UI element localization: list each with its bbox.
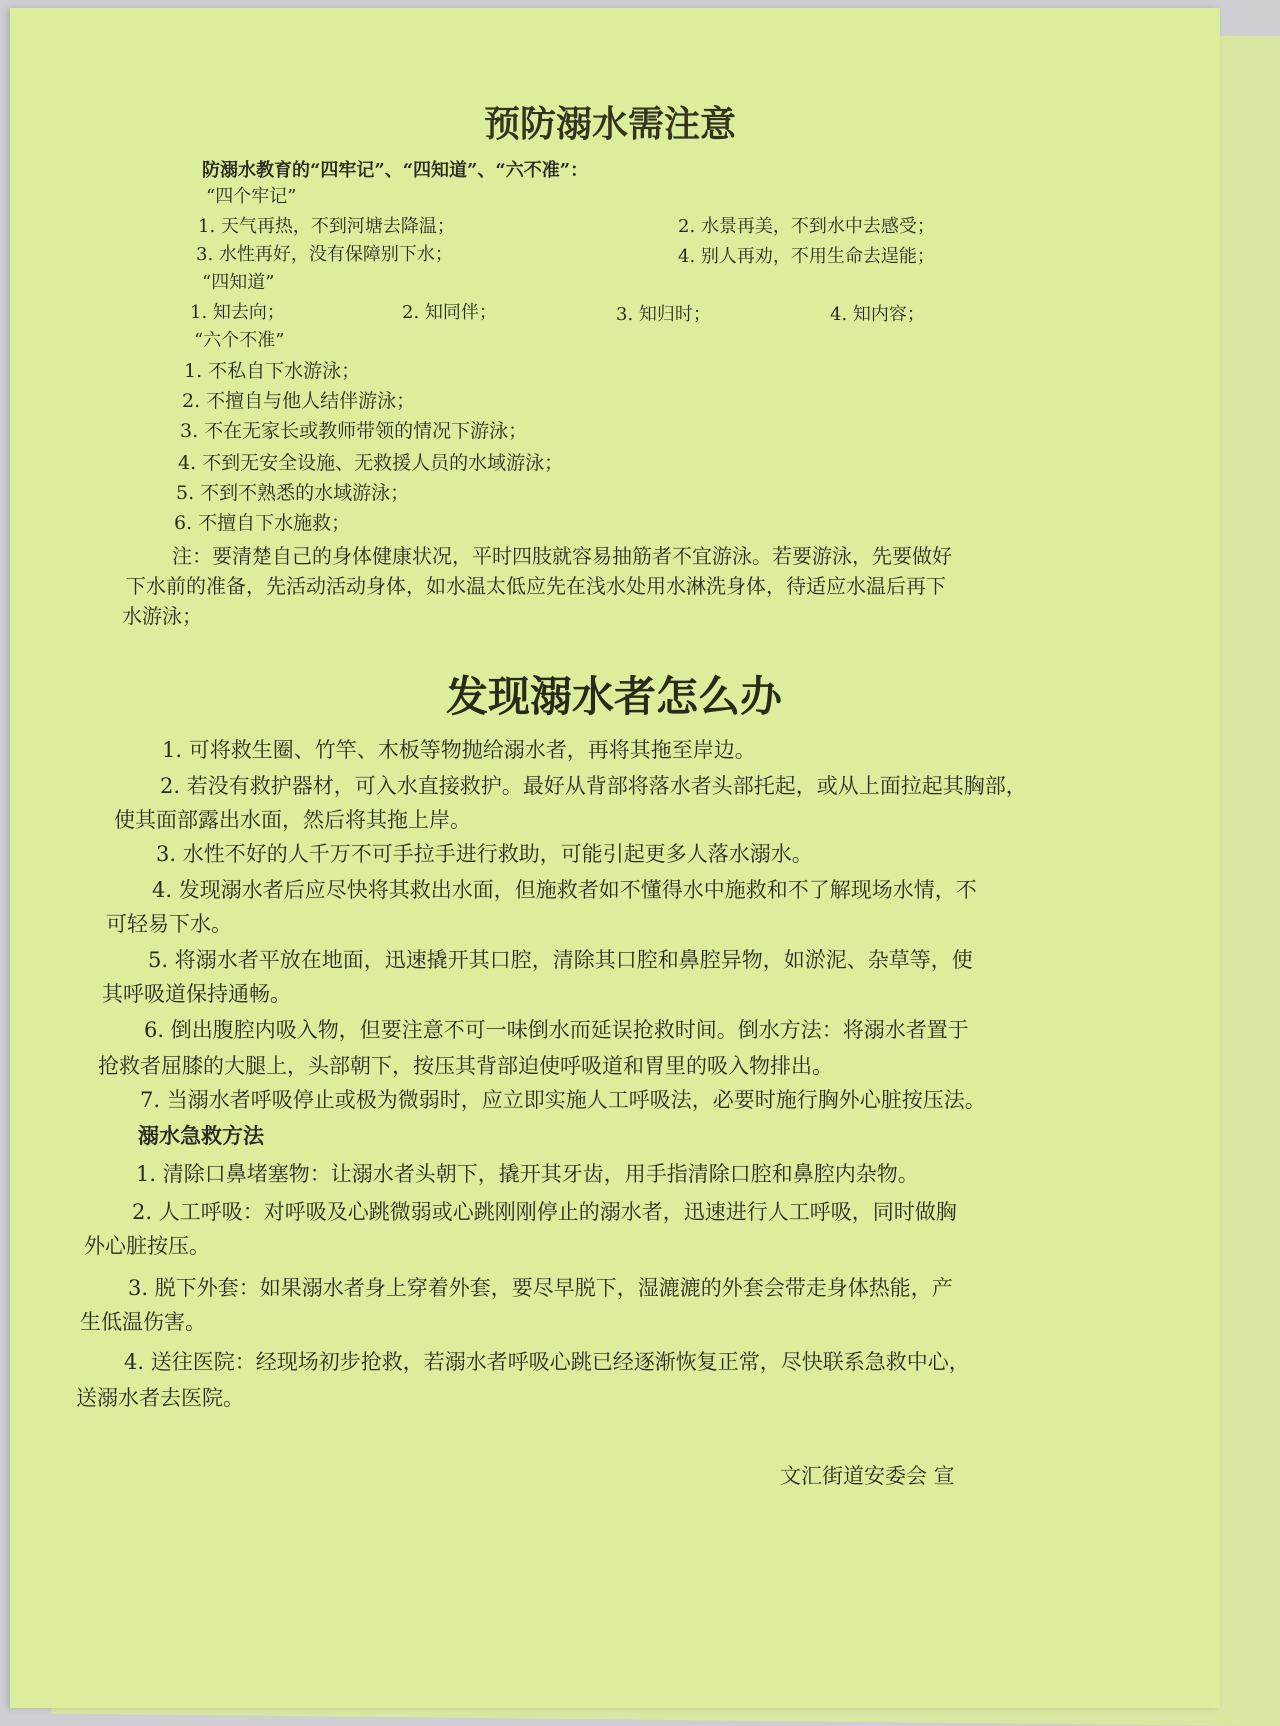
six-not-item: 5. 不到不熟悉的水域游泳； xyxy=(176,482,410,504)
six-not-item: 1. 不私自下水游泳； xyxy=(184,360,361,382)
rescue-line: 4. 发现溺水者后应尽快将其救出水面，但施救者如不懂得水中施救和不了解现场水情，不 xyxy=(152,878,977,902)
first-aid-heading: 溺水急救方法 xyxy=(138,1123,264,1148)
know-item: 3. 知归时； xyxy=(616,304,711,325)
know-item: 4. 知内容； xyxy=(830,304,925,325)
first-aid-line: 1. 清除口鼻堵塞物：让溺水者头朝下，撬开其牙齿，用手指清除口腔和鼻腔内杂物。 xyxy=(136,1162,919,1186)
rescue-line: 1. 可将救生圈、竹竿、木板等物抛给溺水者，再将其拖至岸边。 xyxy=(162,738,756,762)
first-aid-line: 外心脏按压。 xyxy=(84,1234,210,1258)
note-line: 水游泳； xyxy=(122,604,202,628)
first-aid-line: 生低温伤害。 xyxy=(80,1310,206,1334)
first-aid-line: 2. 人工呼吸：对呼吸及心跳微弱或心跳刚刚停止的溺水者，迅速进行人工呼吸，同时做胸 xyxy=(132,1200,957,1224)
title-found-drowning: 发现溺水者怎么办 xyxy=(446,672,783,721)
remember-item: 4. 别人再劝，不用生命去逞能； xyxy=(678,246,935,267)
note-line: 下水前的准备，先活动活动身体，如水温太低应先在浅水处用水淋洗身体，待适应水温后再下 xyxy=(126,574,946,598)
first-aid-line: 3. 脱下外套：如果溺水者身上穿着外套，要尽早脱下，湿漉漉的外套会带走身体热能，产 xyxy=(128,1276,953,1300)
know-item: 1. 知去向； xyxy=(190,302,285,323)
six-not-item: 4. 不到无安全设施、无救援人员的水域游泳； xyxy=(178,452,564,474)
rescue-line: 6. 倒出腹腔内吸入物，但要注意不可一味倒水而延误抢救时间。倒水方法：将溺水者置于 xyxy=(144,1018,969,1042)
first-aid-line: 送溺水者去医院。 xyxy=(76,1386,244,1410)
six-not-item: 2. 不擅自与他人结伴游泳； xyxy=(182,390,416,412)
six-not-heading: “六个不准” xyxy=(194,330,285,351)
remember-item: 3. 水性再好，没有保障别下水； xyxy=(196,244,453,265)
title-prevent-drowning: 预防溺水需注意 xyxy=(484,103,737,145)
six-not-item: 6. 不擅自下水施救； xyxy=(174,512,351,534)
signature: 文汇街道安委会 宣 xyxy=(780,1464,955,1488)
intro-line: 防溺水教育的“四牢记”、“四知道”、“六不准”： xyxy=(202,160,589,181)
note-line: 注：要清楚自己的身体健康状况，平时四肢就容易抽筋者不宜游泳。若要游泳，先要做好 xyxy=(172,544,952,568)
remember-item: 2. 水景再美，不到水中去感受； xyxy=(678,216,935,237)
remember-item: 1. 天气再热，不到河塘去降温； xyxy=(198,216,455,237)
rescue-line: 可轻易下水。 xyxy=(106,912,232,936)
rescue-line: 2. 若没有救护器材，可入水直接救护。最好从背部将落水者头部托起，或从上面拉起其胸部， xyxy=(160,774,1027,798)
six-not-item: 3. 不在无家长或教师带领的情况下游泳； xyxy=(180,420,528,442)
poster-sheet xyxy=(10,8,1220,1708)
rescue-line: 3. 水性不好的人千万不可手拉手进行救助，可能引起更多人落水溺水。 xyxy=(156,842,813,866)
four-remember-heading: “四个牢记” xyxy=(206,186,297,207)
rescue-line: 7. 当溺水者呼吸停止或极为微弱时，应立即实施人工呼吸法，必要时施行胸外心脏按压法。 xyxy=(140,1088,986,1112)
first-aid-line: 4. 送往医院：经现场初步抢救，若溺水者呼吸心跳已经逐渐恢复正常，尽快联系急救中心， xyxy=(124,1350,970,1374)
rescue-line: 5. 将溺水者平放在地面，迅速撬开其口腔，清除其口腔和鼻腔异物，如淤泥、杂草等，使 xyxy=(148,948,973,972)
rescue-line: 使其面部露出水面，然后将其拖上岸。 xyxy=(114,808,471,832)
rescue-line: 其呼吸道保持通畅。 xyxy=(102,982,291,1006)
rescue-line: 抢救者屈膝的大腿上，头部朝下，按压其背部迫使呼吸道和胃里的吸入物排出。 xyxy=(98,1054,833,1078)
know-item: 2. 知同伴； xyxy=(402,302,497,323)
four-know-heading: “四知道” xyxy=(202,272,275,293)
